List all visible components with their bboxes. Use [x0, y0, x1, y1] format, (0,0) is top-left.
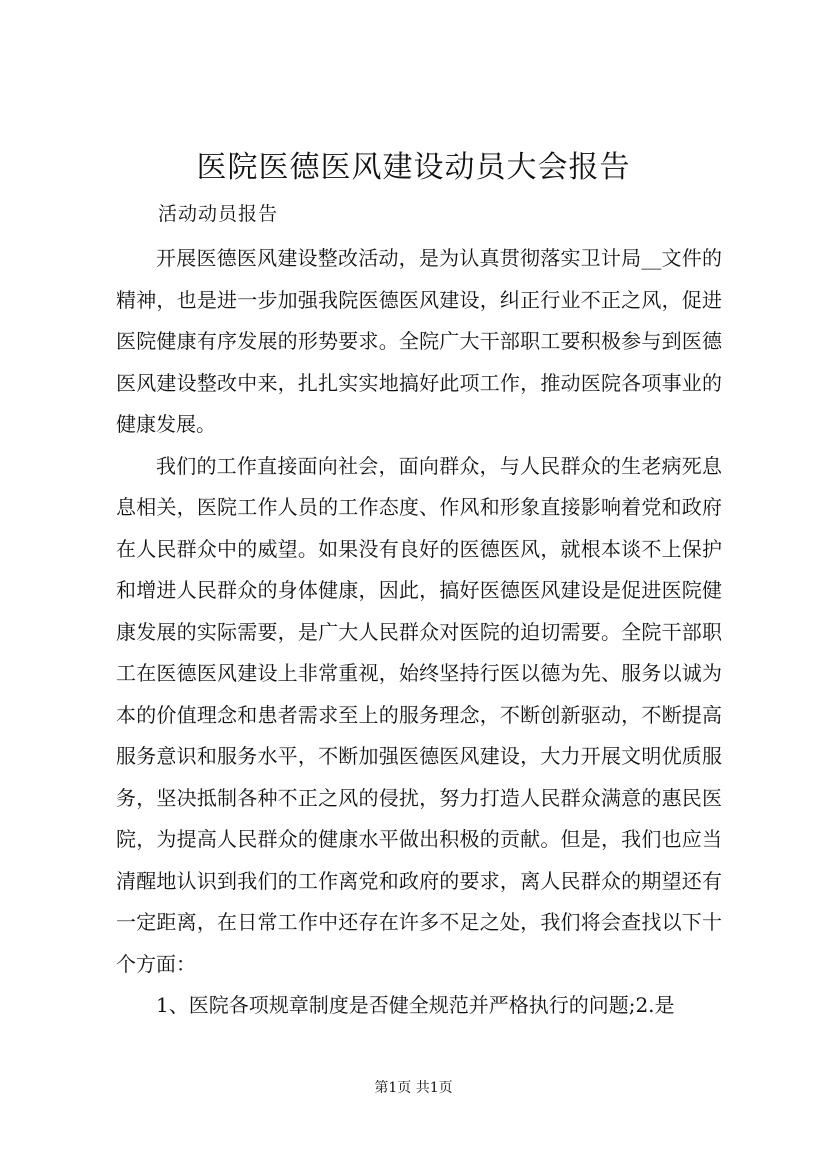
page-number-footer: 第1页 共1页 [374, 1080, 453, 1096]
body-paragraph: 1、医院各项规章制度是否健全规范并严格执行的问题;2.是 [156, 993, 675, 1017]
body-paragraph: 开展医德医风建设整改活动，是为认真贯彻落实卫计局__文件的精神，也是进一步加强我院医德医风建设，纠正行业不正之风，促进医院健康有序发展的形势要求。全院广大干部职工要积极参与到医德医风建设整改中来，扎扎实实地搞好此项工作，推动医院各项事业的健康发展。 [116, 246, 722, 436]
document-subtitle: 活动动员报告 [158, 203, 279, 225]
document-body [116, 238, 722, 1027]
body-paragraph: 我们的工作直接面向社会，面向群众，与人民群众的生老病死息息相关，医院工作人员的工作态度、作风和形象直接影响着党和政府在人民群众中的威望。如果没有良好的医德医风，就根本谈不上保护和增进人民群众的身体健康，因此，搞好医德医风建设是促进医院健康发展的实际需要，是广大人民群众对医院的迫切需要。全院干部职工在医德医风建设上非常重视，始终坚持行医以德为先、服务以诚为本的价值理念和患者需求至上的服务理念，不断创新驱动，不断提高服务意识和服务水平，不断加强医德医风建设，大力开展文明优质服务，坚决抵制各种不正之风的侵扰，努力打造人民群众满意的惠民医院，为提高人民群众的健康水平做出积极的贡献。但是，我们也应当清醒地认识到我们的工作离党和政府的要求，离人民群众的期望还有一定距离，在日常工作中还存在许多不足之处，我们将会查找以下十个方面： [116, 453, 722, 976]
document-title: 医院医德医风建设动员大会报告 [196, 150, 631, 185]
